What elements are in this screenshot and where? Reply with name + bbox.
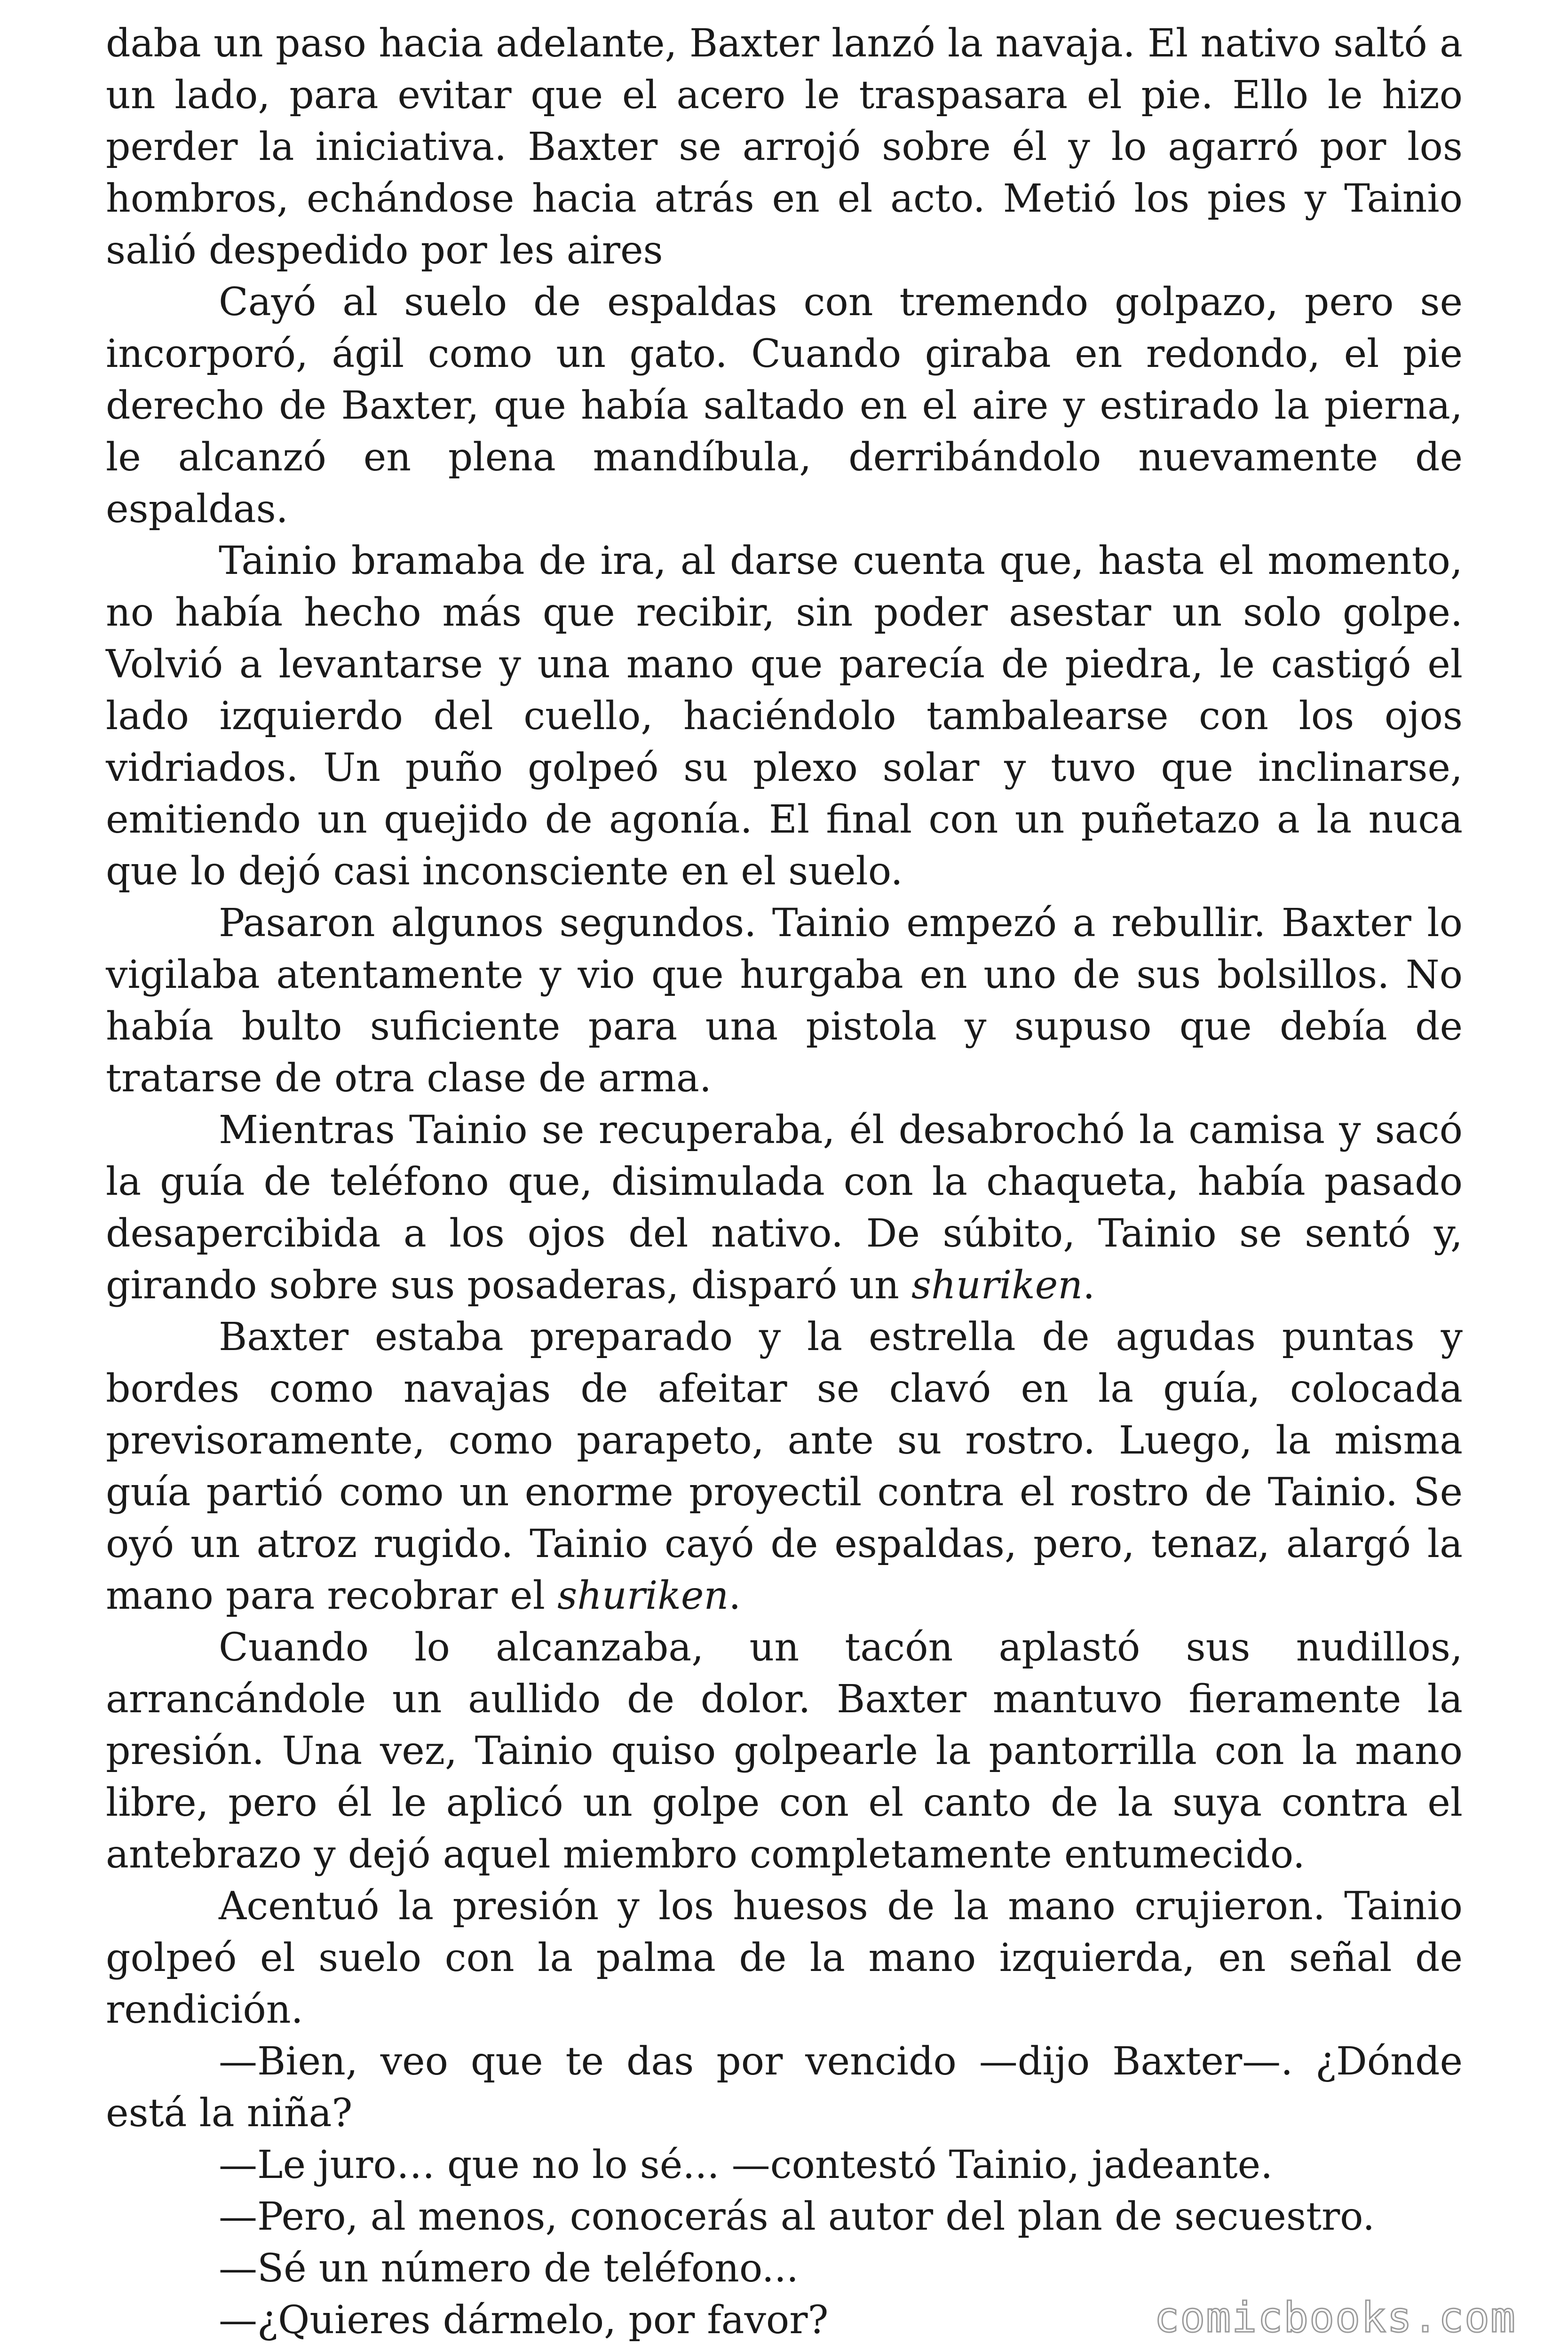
paragraph-7: Cuando lo alcanzaba, un tacón aplastó sus nudillos, arrancándole un aullido de dolor. Baxter mantuvo fieramente la presión. Una vez, Tainio quiso golpearle la pantorrilla con la mano libre, pero él le aplicó un golpe con el canto de la suya contra el antebrazo y dejó aquel miembro completamente entumecido. [106,1625,1463,1877]
paragraph-8: Acentuó la presión y los huesos de la mano crujieron. Tainio golpeó el suelo con la palma de la mano izquierda, en señal de rendición. [106,1884,1463,2032]
italic-term: shuriken [911,1263,1083,1308]
dialogue-line-5: —¿Quieres dármelo, por favor? [219,2298,829,2343]
dialogue-line-3: —Pero, al menos, conocerás al autor del plan de secuestro. [219,2194,1375,2239]
watermark: comicbooks.com [1154,2293,1516,2342]
paragraph-3: Tainio bramaba de ira, al darse cuenta que, hasta el momento, no había hecho más que recibir, sin poder asestar un solo golpe. Volvió a levantarse y una mano que parecía de piedra, le castigó el lado izquierdo del cuello, haciéndolo tambalearse con los ojos vidriados. Un puño golpeó su plexo solar y tuvo que inclinarse, emitiendo un quejido de agonía. El final con un puñetazo a la nuca que lo dejó casi inconsciente en el suelo. [106,539,1463,894]
italic-term: shuriken [557,1573,729,1618]
paragraph-2: Cayó al suelo de espaldas con tremendo golpazo, pero se incorporó, ágil como un gato. Cuando giraba en redondo, el pie derecho de Baxter, que había saltado en el aire y estirado la pierna, le alcanzó en plena mandíbula, derribándolo nuevamente de espaldas. [106,280,1463,532]
paragraph-1: daba un paso hacia adelante, Baxter lanzó la navaja. El nativo saltó a un lado, para evitar que el acero le traspasara el pie. Ello le hizo perder la iniciativa. Baxter se arrojó sobre él y lo agarró por los hombros, echándose hacia atrás en el acto. Metió los pies y Tainio salió despedido por les aires [106,21,1463,273]
paragraph-5: Mientras Tainio se recuperaba, él desabrochó la camisa y sacó la guía de teléfono que, disimulada con la chaqueta, había pasado desapercibida a los ojos del nativo. De súbito, Tainio se sentó y, girando sobre sus posaderas, disparó un shuriken. [106,1108,1463,1308]
dialogue-line-2: —Le juro… que no lo sé... —contestó Tainio, jadeante. [219,2143,1273,2187]
paragraph-4: Pasaron algunos segundos. Tainio empezó a rebullir. Baxter lo vigilaba atentamente y vio que hurgaba en uno de sus bolsillos. No había bulto suficiente para una pistola y supuso que debía de tratarse de otra clase de arma. [106,901,1463,1101]
paragraph-6: Baxter estaba preparado y la estrella de agudas puntas y bordes como navajas de afeitar se clavó en la guía, colocada previsoramente, como parapeto, ante su rostro. Luego, la misma guía partió como un enorme proyectil contra el rostro de Tainio. Se oyó un atroz rugido. Tainio cayó de espaldas, pero, tenaz, alargó la mano para recobrar el shuriken. [106,1315,1463,1618]
dialogue-line-1: —Bien, veo que te das por vencido —dijo Baxter—. ¿Dónde está la niña? [106,2039,1463,2136]
dialogue-line-4: —Sé un número de teléfono... [219,2246,799,2291]
page-body [106,18,1463,2346]
